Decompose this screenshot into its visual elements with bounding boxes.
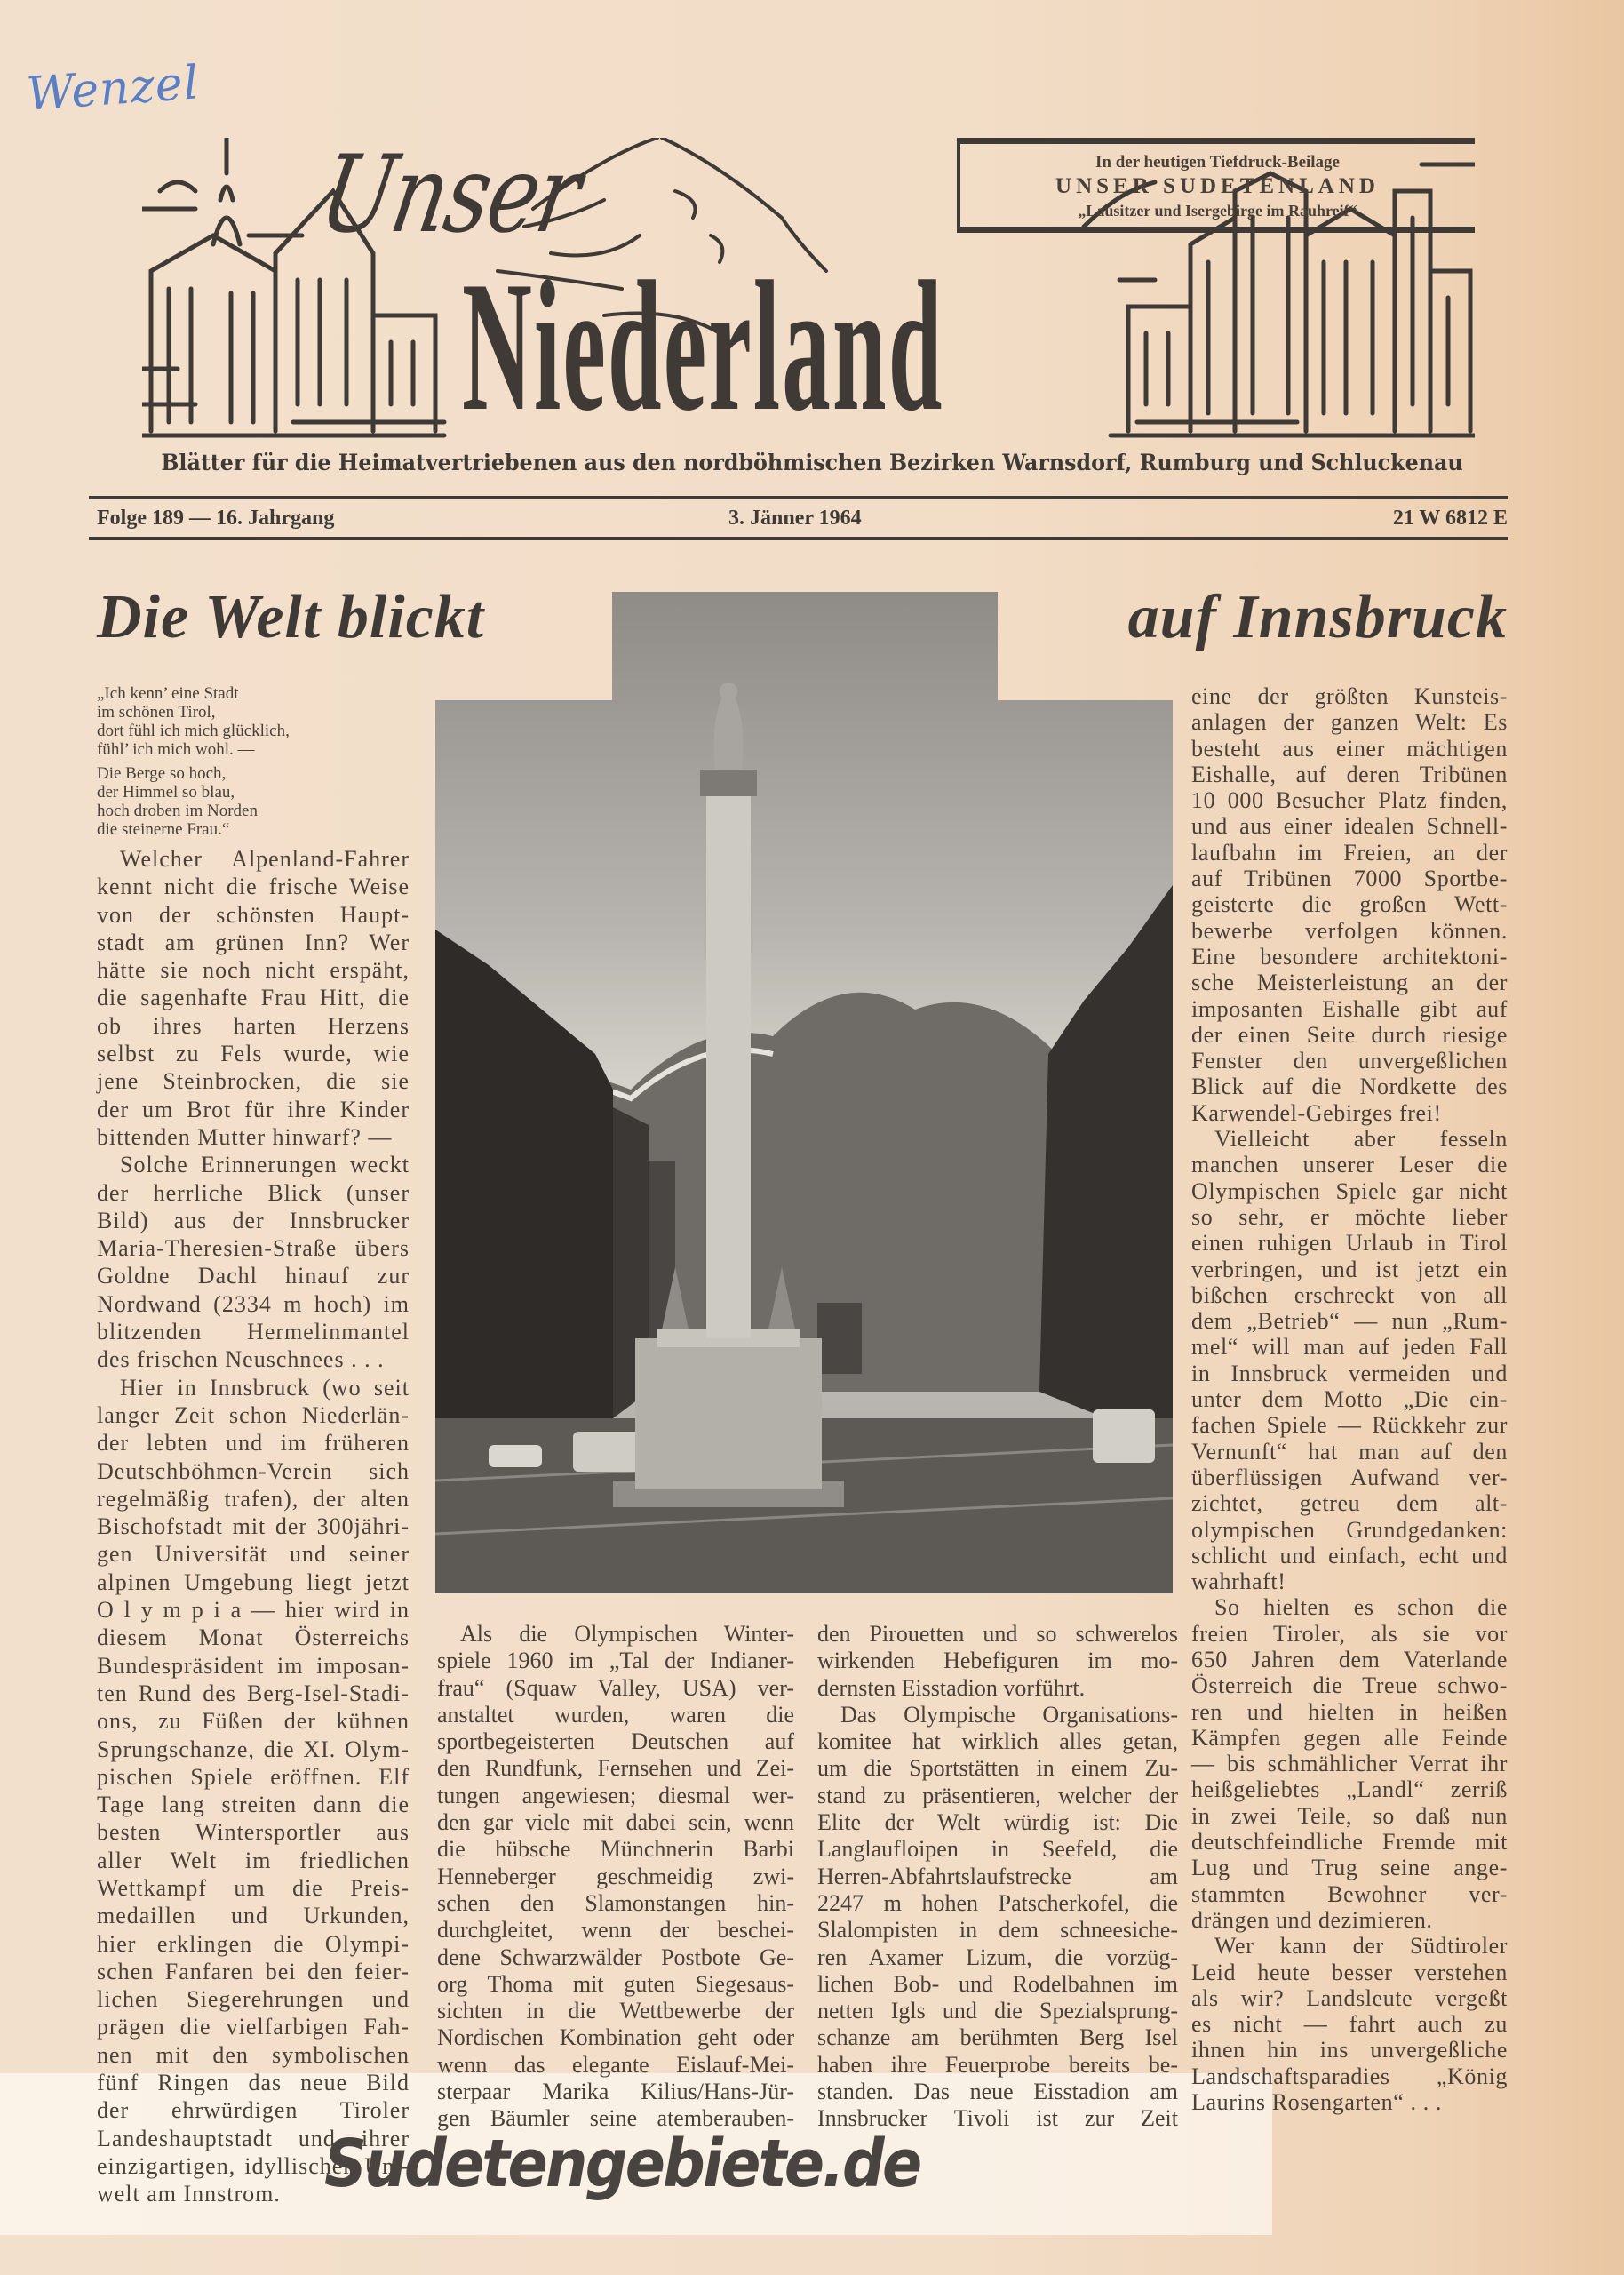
article-line: alpinen Umgebung liegt jetzt bbox=[97, 1569, 410, 1595]
article-line: hätte sie noch nicht erspäht, bbox=[97, 957, 410, 984]
article-line: in zwei Teile, so daß nun bbox=[1191, 1802, 1508, 1829]
article-line: Wer kann der Südtiroler bbox=[1214, 1933, 1508, 1960]
article-line: schen den Slamonstangen hin- bbox=[437, 1889, 794, 1916]
article-line: gen Universität und seiner bbox=[97, 1541, 410, 1568]
article-line: Deutschböhmen-Verein sich bbox=[97, 1457, 410, 1484]
divider-rule bbox=[89, 537, 1508, 540]
article-line: welt am Innstrom. bbox=[97, 2181, 281, 2207]
article-line: Langlaufloipen in Seefeld, die bbox=[817, 1836, 1178, 1863]
article-line: pischen Spiele eröffnen. Elf bbox=[97, 1763, 410, 1790]
article-line: eine der größten Kunsteis- bbox=[1191, 683, 1508, 709]
article-line: drängen und dezimieren. bbox=[1191, 1906, 1433, 1933]
article-line: nen mit den symbolischen bbox=[97, 2041, 410, 2068]
article-paragraph bbox=[1191, 1126, 1508, 1594]
article-line: Hier in Innsbruck (wo seit bbox=[120, 1374, 410, 1401]
supplement-notice-box bbox=[957, 138, 1475, 233]
article-paragraph bbox=[97, 1374, 410, 2208]
article-line: Bischofstadt mit der 300jähri- bbox=[97, 1513, 410, 1540]
article-line: komitee hat wirklich alles getan, bbox=[817, 1728, 1178, 1755]
article-line: Bundespräsident im imposan- bbox=[97, 1652, 410, 1679]
issue-date: 3. Jänner 1964 bbox=[728, 507, 862, 530]
article-paragraph bbox=[97, 845, 410, 1151]
poem-line: dort fühl ich mich glücklich, bbox=[97, 722, 290, 740]
article-line: sterpaar Marika Kilius/Hans-Jür- bbox=[437, 2079, 794, 2105]
article-line: wahrhaft! bbox=[1191, 1569, 1286, 1595]
article-line: 10 000 Besucher Platz finden, bbox=[1191, 787, 1508, 814]
article-line: Fenster den unvergeßlichen bbox=[1191, 1048, 1508, 1074]
article-line: unter dem Motto „Die ein- bbox=[1191, 1386, 1508, 1413]
article-line: zichtet, getreu dem alt- bbox=[1191, 1490, 1508, 1517]
article-line: die hübsche Münchnerin Barbi bbox=[437, 1836, 794, 1863]
article-line: dene Schwarzwälder Postbote Ge- bbox=[437, 1944, 794, 1970]
article-line: so sehr, er möchte lieber bbox=[1191, 1203, 1508, 1230]
article-line: Maria-Theresien-Straße übers bbox=[97, 1235, 410, 1262]
article-line: die sagenhafte Frau Hitt, die bbox=[97, 985, 410, 1011]
article-line: imposanten Eishalle gibt auf bbox=[1191, 995, 1508, 1022]
article-line: Eishalle, auf deren Tribünen bbox=[1191, 761, 1508, 787]
article-line: lichen Siegerehrungen und bbox=[97, 1986, 410, 2013]
article-line: fünf Ringen das neue Bild bbox=[97, 2070, 410, 2096]
article-line: den gar viele mit dabei sein, wenn bbox=[437, 1809, 794, 1836]
article-line: Slalompisten in dem schneesiche- bbox=[817, 1917, 1178, 1944]
divider-rule bbox=[89, 496, 1508, 499]
article-line: Nordischen Kombination geht oder bbox=[437, 2024, 794, 2051]
article-line: 650 Jahren dem Vaterlande bbox=[1191, 1646, 1508, 1672]
article-line: bewerbe verfolgen können. bbox=[1191, 917, 1508, 944]
article-line: Innsbrucker Tivoli ist zur Zeit bbox=[817, 2105, 1178, 2132]
article-paragraph bbox=[1191, 1933, 1508, 2115]
article-line: und aus einer idealen Schnell- bbox=[1191, 813, 1508, 840]
article-line: durchgleitet, wenn der beschei- bbox=[437, 1917, 794, 1944]
supplement-title: UNSER SUDETENLAND bbox=[1055, 174, 1380, 198]
article-line: gen Bäumler seine atemberauben- bbox=[437, 2105, 794, 2132]
article-line: Leid heute besser verstehen bbox=[1191, 1959, 1508, 1985]
article-line: Goldne Dachl hinauf zur bbox=[97, 1263, 410, 1289]
article-line: verbringen, und ist jetzt ein bbox=[1191, 1256, 1508, 1282]
article-line: um die Sportstätten in einem Zu- bbox=[817, 1755, 1178, 1782]
article-line: olympischen Grundgedanken: bbox=[1191, 1516, 1508, 1543]
article-column-2 bbox=[437, 1621, 794, 2133]
masthead-title-niederland: Niederland bbox=[462, 243, 944, 450]
article-line: langer Zeit schon Niederlän- bbox=[97, 1401, 410, 1428]
poem-line: hoch droben im Norden bbox=[97, 802, 258, 820]
article-line: ihnen hin ins unvergeßliche bbox=[1191, 2037, 1508, 2063]
article-line: bittenden Mutter hinwarf? — bbox=[97, 1123, 393, 1150]
article-line: besteht aus einer mächtigen bbox=[1191, 735, 1508, 762]
article-line: blitzenden Hermelinmantel bbox=[97, 1319, 410, 1345]
article-line: regelmäßig trafen), der alten bbox=[97, 1485, 410, 1512]
article-line: heißgeliebtes „Landl“ zerriß bbox=[1191, 1776, 1508, 1803]
article-line: tungen angewiesen; diesmal wer- bbox=[437, 1782, 794, 1808]
article-line: sichten in die Wettbewerbe der bbox=[437, 1998, 794, 2024]
issue-number: Folge 189 — 16. Jahrgang bbox=[97, 507, 335, 530]
article-paragraph bbox=[437, 1621, 794, 2133]
article-line: Vernunft“ hat man auf den bbox=[1191, 1438, 1508, 1465]
article-line: ob ihres harten Herzens bbox=[97, 1012, 410, 1039]
article-line: Elite der Welt würdig ist: Die bbox=[817, 1809, 1178, 1836]
article-line: kennt nicht die frische Weise bbox=[97, 874, 410, 900]
article-line: aller Welt im friedlichen bbox=[97, 1847, 410, 1873]
article-line: sportbegeisterten Deutschen auf bbox=[437, 1728, 794, 1755]
article-line: Herren-Abfahrtslaufstrecke am bbox=[817, 1863, 1178, 1889]
article-line: ren Axamer Lizum, die vorzüg- bbox=[817, 1944, 1178, 1970]
article-line: stadt am grünen Inn? Wer bbox=[97, 929, 410, 955]
article-line: besten Wintersportler aus bbox=[97, 1819, 410, 1846]
article-line: sche Meisterleistung an der bbox=[1191, 970, 1508, 996]
article-line: Welcher Alpenland-Fahrer bbox=[120, 846, 410, 872]
article-line: anstaltet wurden, waren die bbox=[437, 1701, 794, 1728]
article-line: So hielten es schon die bbox=[1214, 1594, 1508, 1621]
article-line: bißchen erschreckt von all bbox=[1191, 1281, 1508, 1308]
article-line: Bild) aus der Innsbrucker bbox=[97, 1207, 410, 1233]
article-line: — bis schmählicher Verrat ihr bbox=[1191, 1751, 1508, 1777]
article-line: dem „Betrieb“ — nun „Rum- bbox=[1191, 1308, 1508, 1335]
article-column-3 bbox=[817, 1621, 1178, 2133]
article-line: Vielleicht aber fesseln bbox=[1214, 1126, 1508, 1153]
article-line: einen ruhigen Urlaub in Tirol bbox=[1191, 1230, 1508, 1257]
article-line: selbst zu Fels wurde, wie bbox=[97, 1041, 410, 1067]
article-line: diesem Monat Österreichs bbox=[97, 1624, 410, 1651]
article-line: ons, zu Füßen der kühnen bbox=[97, 1708, 410, 1735]
handwritten-note: Wenzel bbox=[25, 56, 202, 122]
poem-line: der Himmel so blau, bbox=[97, 783, 235, 802]
article-line: prägen die vielfarbigen Fah- bbox=[97, 2014, 410, 2040]
poem-line: die steinerne Frau.“ bbox=[97, 820, 230, 839]
article-line: Henneberger geschmeidig zwi- bbox=[437, 1863, 794, 1889]
article-line: Lug und Trug seine ange- bbox=[1191, 1855, 1508, 1881]
article-line: geisterte die großen Wett- bbox=[1191, 891, 1508, 918]
article-paragraph bbox=[97, 1151, 410, 1373]
article-line: den Pirouetten und so schwerelos bbox=[817, 1621, 1178, 1647]
article-paragraph bbox=[1191, 1594, 1508, 1933]
article-line: Österreich die Treue schwo- bbox=[1191, 1672, 1508, 1699]
article-line: als wir? Landsleute vergeßt bbox=[1191, 1984, 1508, 2011]
poem-epigraph bbox=[97, 684, 417, 844]
article-line: schen Fanfaren bei den feier- bbox=[97, 1958, 410, 1984]
article-line: fachen Spiele — Rückkehr zur bbox=[1191, 1412, 1508, 1439]
article-line: haben ihre Feuerprobe bereits be- bbox=[817, 2051, 1178, 2078]
article-line: in Innsbruck vermeiden und bbox=[1191, 1360, 1508, 1386]
article-line: Blick auf die Nordkette des bbox=[1191, 1074, 1508, 1100]
watermark-logo: Sudetengebiete.de bbox=[324, 2126, 920, 2202]
article-line: laufbahn im Freien, an der bbox=[1191, 839, 1508, 866]
article-line: der herrliche Blick (unser bbox=[97, 1179, 410, 1206]
article-line: spiele 1960 im „Tal der Indianer- bbox=[437, 1648, 794, 1674]
article-line: Eine besondere architektoni- bbox=[1191, 943, 1508, 970]
article-line: Wettkampf um die Preis- bbox=[97, 1874, 410, 1901]
poem-line: fühl’ ich mich wohl. — bbox=[97, 740, 255, 759]
supplement-line1: In der heutigen Tiefdruck-Beilage bbox=[1095, 153, 1340, 172]
article-line: jene Steinbrocken, die sie bbox=[97, 1068, 410, 1095]
article-line: stammten Bewohner ver- bbox=[1191, 1880, 1508, 1907]
article-line: deutschfeindliche Fremde mit bbox=[1191, 1829, 1508, 1856]
issue-code: 21 W 6812 E bbox=[1392, 507, 1508, 530]
article-line: Landschaftsparadies „König bbox=[1191, 2063, 1508, 2089]
article-line: der um Brot für ihre Kinder bbox=[97, 1096, 410, 1122]
article-line: der lebten und im früheren bbox=[97, 1430, 410, 1457]
headline-right: auf Innsbruck bbox=[1127, 583, 1508, 651]
article-line: der ehrwürdigen Tiroler bbox=[97, 2097, 410, 2124]
poem-line: „Ich kenn’ eine Stadt bbox=[97, 684, 239, 703]
article-line: dernsten Eisstadion vorführt. bbox=[817, 1674, 1086, 1701]
poem-line: Die Berge so hoch, bbox=[97, 764, 227, 783]
article-line: manchen unserer Leser die bbox=[1191, 1152, 1508, 1178]
article-line: schanze am berühmten Berg Isel bbox=[817, 2024, 1178, 2051]
article-line: lichen Bob- und Rodelbahnen im bbox=[817, 1970, 1178, 1997]
article-line: anlagen der ganzen Welt: Es bbox=[1191, 709, 1508, 736]
article-line: Kämpfen gegen alle Feinde bbox=[1191, 1724, 1508, 1751]
article-line: es nicht — fahrt auch zu bbox=[1191, 2011, 1508, 2038]
article-line: Solche Erinnerungen weckt bbox=[120, 1152, 410, 1178]
article-line: Sprungschanze, die XI. Olym- bbox=[97, 1736, 410, 1762]
article-line: org Thoma mit guten Siegesaus- bbox=[437, 1970, 794, 1997]
article-line: freien Tiroler, als sie vor bbox=[1191, 1620, 1508, 1647]
article-line: wirkenden Hebefiguren im mo- bbox=[817, 1648, 1178, 1674]
article-line: auf Tribünen 7000 Sportbe- bbox=[1191, 866, 1508, 892]
poem-stanza bbox=[97, 684, 417, 759]
article-line: frau“ (Squaw Valley, USA) ver- bbox=[437, 1674, 794, 1701]
article-paragraph bbox=[817, 1702, 1178, 2133]
article-line: stand zu präsentieren, welcher der bbox=[817, 1782, 1178, 1808]
article-line: von der schönsten Haupt- bbox=[97, 901, 410, 928]
article-line: ten Rund des Berg-Isel-Stadi- bbox=[97, 1680, 410, 1706]
article-column-1 bbox=[97, 845, 410, 2208]
article-line: medaillen und Urkunden, bbox=[97, 1903, 410, 1929]
article-line: ren und hielten in heißen bbox=[1191, 1698, 1508, 1725]
article-line: Laurins Rosengarten“ . . . bbox=[1191, 2089, 1443, 2116]
article-line: wenn das elegante Eislauf-Mei- bbox=[437, 2051, 794, 2078]
article-line: einzigartigen, idyllischen Um- bbox=[97, 2152, 410, 2179]
article-paragraph bbox=[1191, 683, 1508, 1126]
photo-innsbruck-annasaeule bbox=[435, 592, 1173, 1593]
article-line: Nordwand (2334 m hoch) im bbox=[97, 1290, 410, 1317]
headline-left: Die Welt blickt bbox=[97, 583, 485, 651]
masthead-title-unser: Unser bbox=[312, 133, 588, 257]
article-line: O l y m p i a — hier wird in bbox=[97, 1597, 410, 1624]
article-paragraph bbox=[817, 1621, 1178, 1702]
poem-stanza bbox=[97, 764, 417, 839]
poem-line: im schönen Tirol, bbox=[97, 703, 216, 722]
article-column-4 bbox=[1191, 683, 1508, 2115]
article-line: Olympischen Spiele gar nicht bbox=[1191, 1177, 1508, 1204]
article-line: überflüssigen Aufwand ver- bbox=[1191, 1464, 1508, 1490]
article-line: der einen Seite durch riesige bbox=[1191, 1021, 1508, 1048]
article-line: Tage lang streiten dann die bbox=[97, 1792, 410, 1818]
article-line: netten Igls und die Spezialsprung- bbox=[817, 1998, 1178, 2024]
article-line: den Rundfunk, Fernsehen und Zei- bbox=[437, 1755, 794, 1782]
article-line: mel“ will man auf jeden Fall bbox=[1191, 1334, 1508, 1361]
article-line: standen. Das neue Eisstadion am bbox=[817, 2079, 1178, 2105]
article-line: hier erklingen die Olympi- bbox=[97, 1930, 410, 1957]
article-line: Das Olympische Organisations- bbox=[840, 1701, 1178, 1728]
article-line: schlicht und einfach, echt und bbox=[1191, 1542, 1508, 1569]
masthead-subtitle: Blätter für die Heimatvertriebenen aus den nordböhmischen Bezirken Warnsdorf, Rumburg und Schluckenau bbox=[161, 450, 1463, 475]
supplement-line3: „Lausitzer und Isergebirge im Rauhreif“ bbox=[1078, 202, 1357, 220]
article-line: 2247 m hohen Patscherkofel, die bbox=[817, 1889, 1178, 1916]
article-line: Landeshauptstadt und ihrer bbox=[97, 2125, 410, 2151]
article-line: Als die Olympischen Winter- bbox=[460, 1621, 794, 1647]
article-line: des frischen Neuschnees . . . bbox=[97, 1346, 385, 1373]
article-line: Karwendel-Gebirges frei! bbox=[1191, 1099, 1442, 1126]
